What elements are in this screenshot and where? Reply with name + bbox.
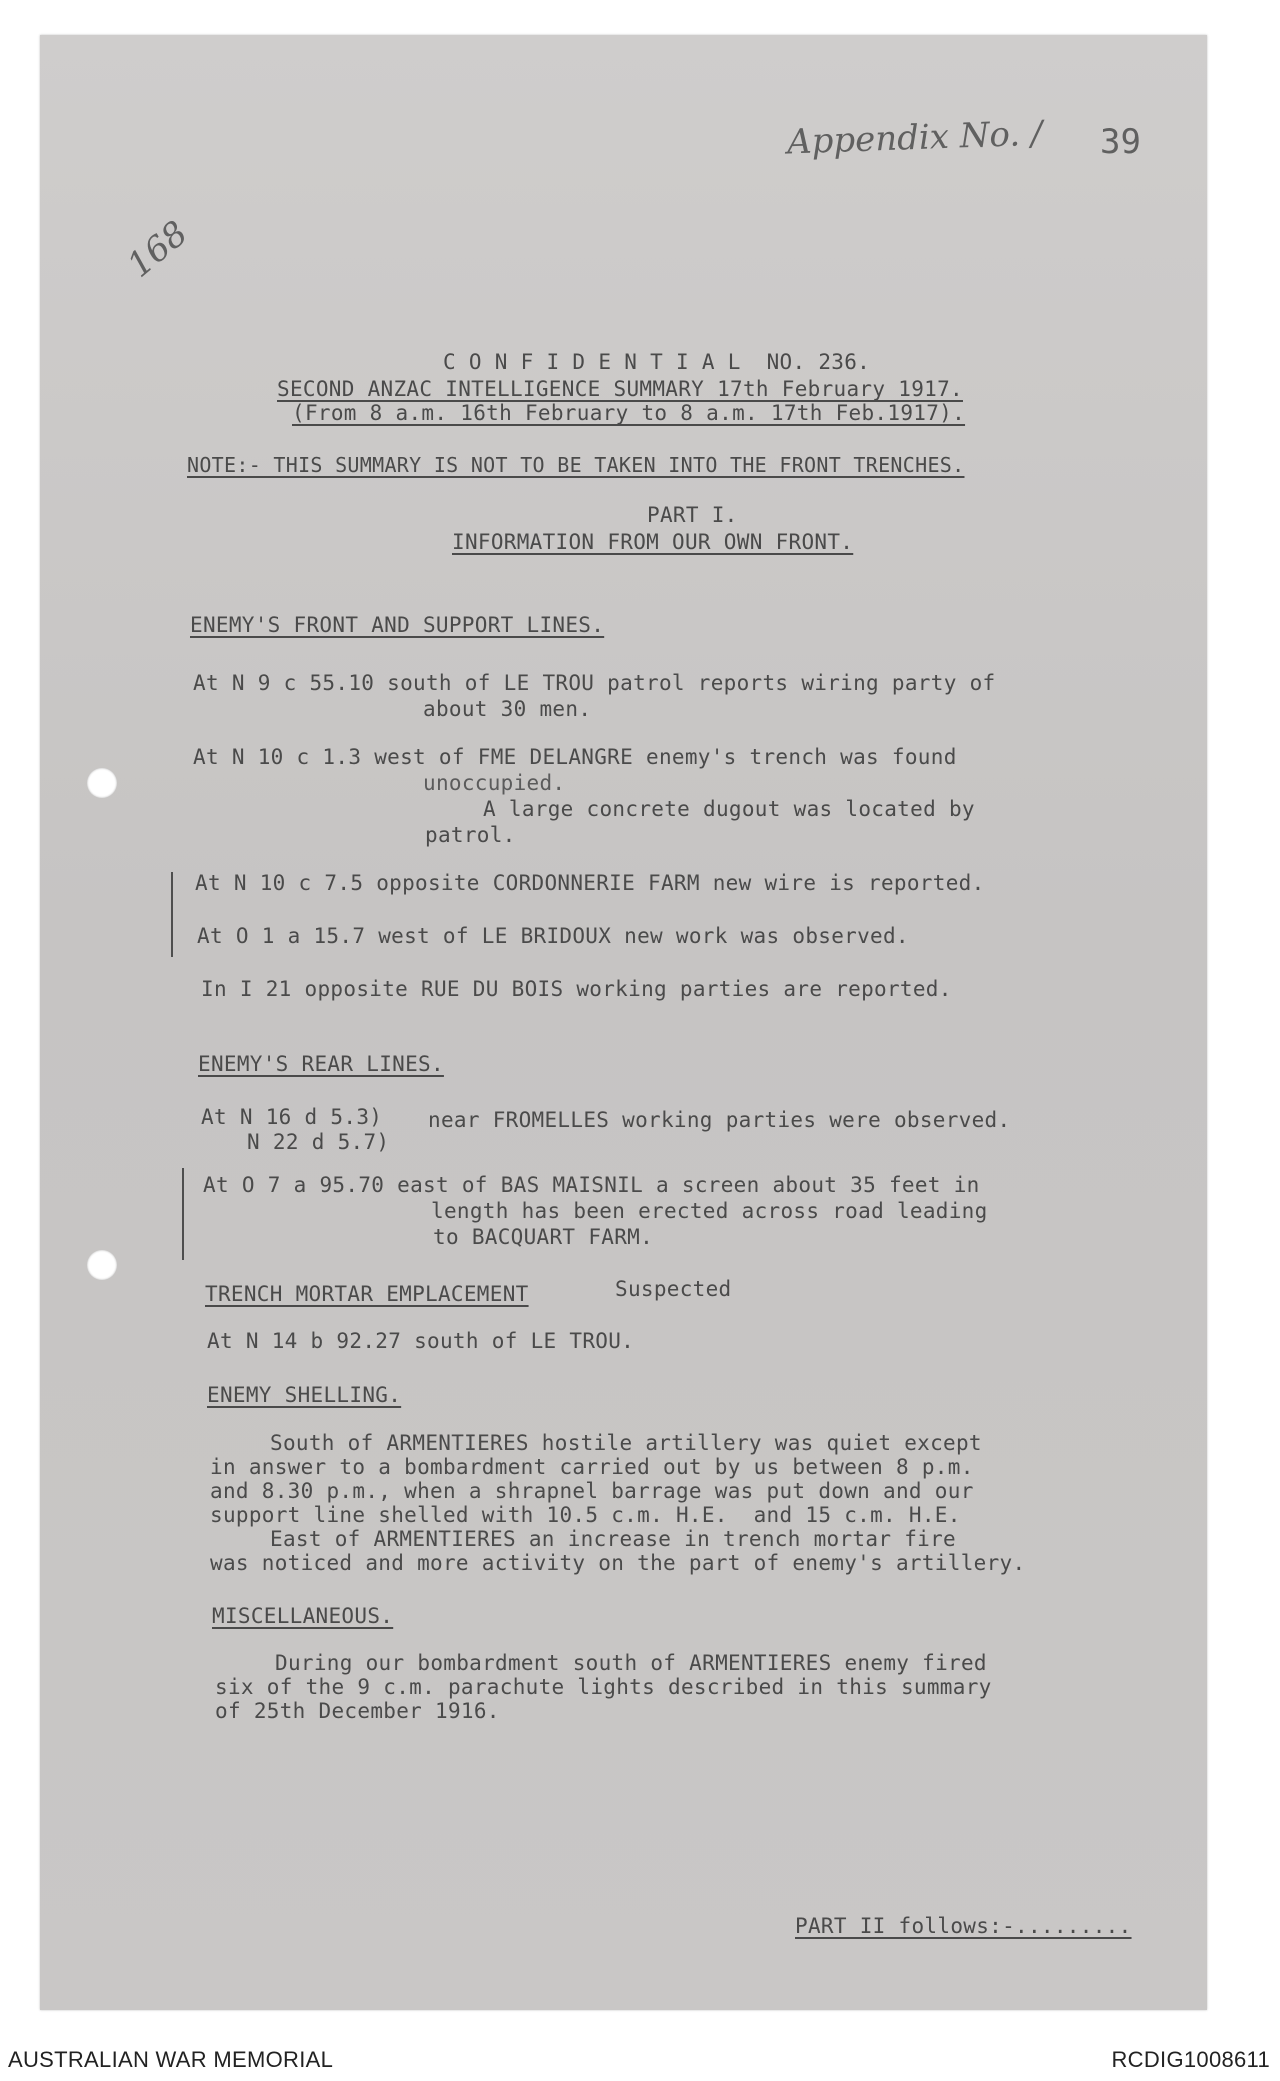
front-item-2-line-1: At N 10 c 1.3 west of FME DELANGRE enemy's trench was found [193,745,957,769]
rear-item-2-line-3: to BACQUART FARM. [433,1225,654,1249]
front-item-3: At N 10 c 7.5 opposite CORDONNERIE FARM new wire is reported. [195,871,985,895]
section-heading-shelling: ENEMY SHELLING. [207,1383,402,1407]
misc-line-2: six of the 9 c.m. parachute lights described in this summary [215,1675,992,1699]
shelling-line-5: East of ARMENTIERES an increase in trench mortar fire [270,1527,956,1551]
folio-number: 168 [120,213,196,286]
front-item-2-line-4: patrol. [425,823,516,847]
punch-hole [87,768,117,798]
part-subtitle: INFORMATION FROM OUR OWN FRONT. [452,530,854,554]
appendix-label: Appendix No. / [786,113,1044,163]
summary-period: (From 8 a.m. 16th February to 8 a.m. 17th Feb.1917). [292,401,966,425]
margin-mark [171,872,173,957]
section-heading-front-lines: ENEMY'S FRONT AND SUPPORT LINES. [190,613,605,637]
shelling-line-3: and 8.30 p.m., when a shrapnel barrage was put down and our [210,1479,974,1503]
shelling-line-2: in answer to a bombardment carried out by us between 8 p.m. [210,1455,974,1479]
misc-line-1: During our bombardment south of ARMENTIERES enemy fired [275,1651,987,1675]
page-number: 39 [1100,122,1141,162]
distribution-note: NOTE:- THIS SUMMARY IS NOT TO BE TAKEN INTO THE FRONT TRENCHES. [187,453,965,477]
section-heading-rear-lines: ENEMY'S REAR LINES. [198,1052,444,1076]
shelling-line-6: was noticed and more activity on the part of enemy's artillery. [210,1551,1026,1575]
rear-item-2-line-2: length has been erected across road leading [431,1199,988,1223]
section-heading-miscellaneous: MISCELLANEOUS. [212,1604,394,1628]
front-item-2-line-2: unoccupied. [423,771,566,795]
footer-archive-name: AUSTRALIAN WAR MEMORIAL [8,2047,334,2072]
trench-mortar-item: At N 14 b 92.27 south of LE TROU. [207,1329,635,1353]
summary-title: SECOND ANZAC INTELLIGENCE SUMMARY 17th February 1917. [277,377,963,401]
shelling-line-1: South of ARMENTIERES hostile artillery was quiet except [270,1431,982,1455]
rear-item-1-line-2: N 22 d 5.7) [247,1130,390,1154]
footer-record-id: RCDIG1008611 [1111,2047,1270,2072]
front-item-1-line-1: At N 9 c 55.10 south of LE TROU patrol reports wiring party of [193,671,996,695]
front-item-2-line-3: A large concrete dugout was located by [483,797,975,821]
confidential-heading: C O N F I D E N T I A L NO. 236. [443,350,871,374]
rear-item-1-line-1: At N 16 d 5.3) [201,1105,383,1129]
shelling-line-4: support line shelled with 10.5 c.m. H.E. and 15 c.m. H.E. [210,1503,961,1527]
punch-hole [87,1250,117,1280]
rear-item-2-line-1: At O 7 a 95.70 east of BAS MAISNIL a screen about 35 feet in [203,1173,980,1197]
misc-line-3: of 25th December 1916. [215,1699,500,1723]
front-item-4: At O 1 a 15.7 west of LE BRIDOUX new work was observed. [197,924,909,948]
section-heading-trench-mortar: TRENCH MORTAR EMPLACEMENT [205,1282,529,1306]
trench-mortar-status: Suspected [615,1277,732,1301]
front-item-5: In I 21 opposite RUE DU BOIS working parties are reported. [201,977,952,1001]
margin-mark [182,1168,184,1260]
continuation-note: PART II follows:-......... [795,1914,1132,1938]
rear-item-1-text: near FROMELLES working parties were observed. [428,1108,1011,1132]
front-item-1-line-2: about 30 men. [423,697,592,721]
part-heading: PART I. [647,503,738,527]
